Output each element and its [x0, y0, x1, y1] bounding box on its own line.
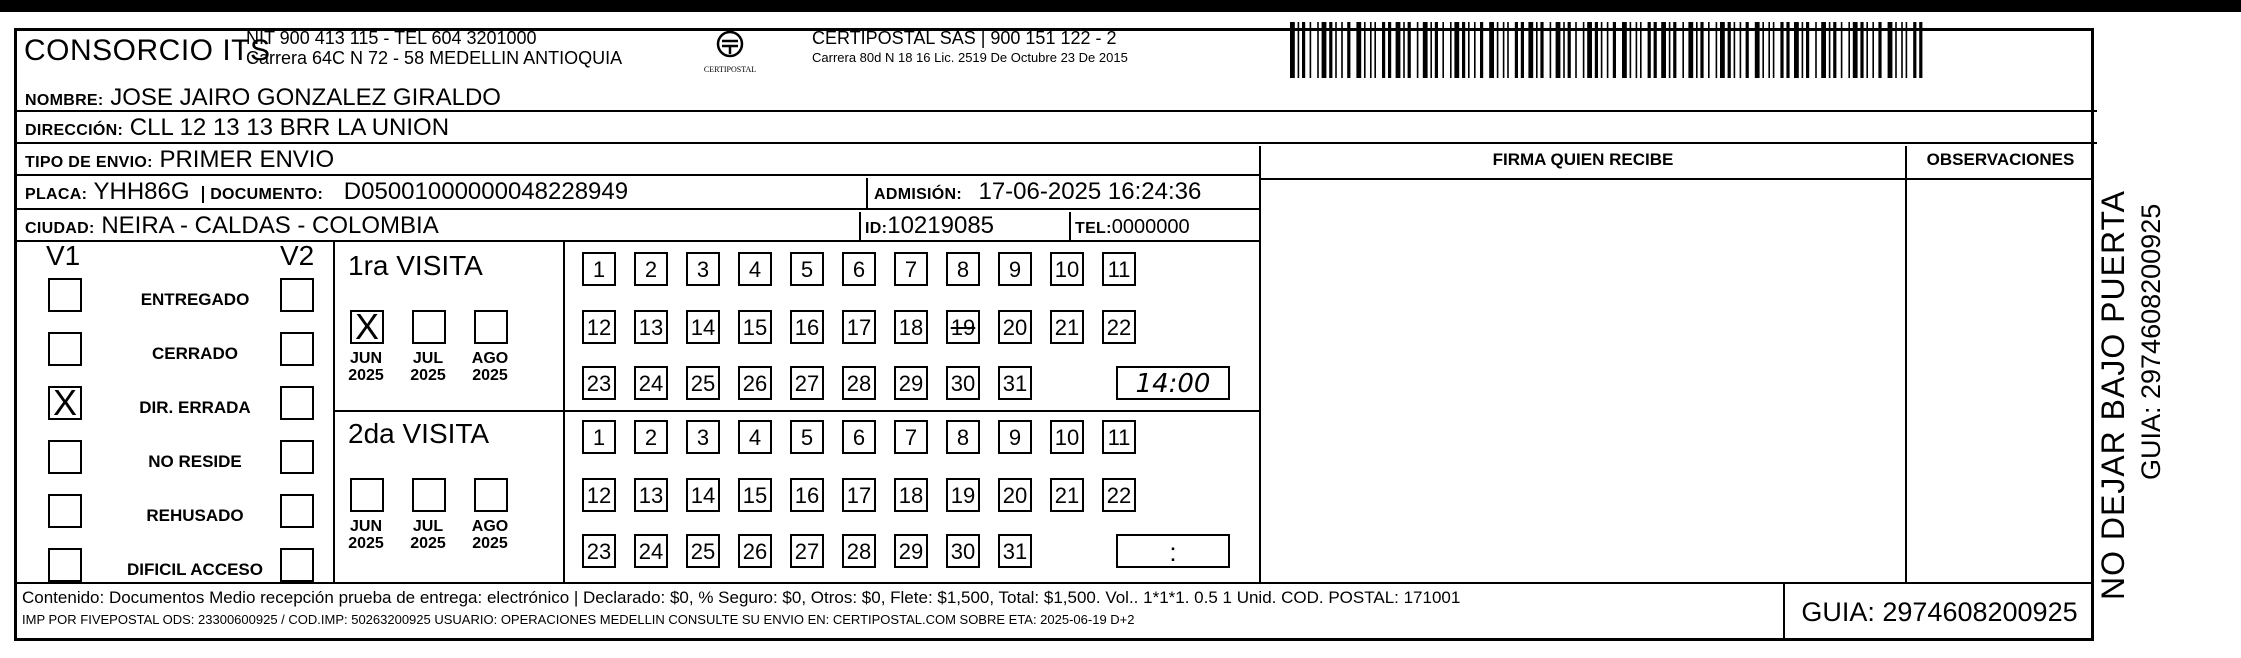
- name-row: [17, 84, 2097, 112]
- v1-checkbox[interactable]: [48, 548, 82, 582]
- day-box[interactable]: 12: [582, 310, 616, 344]
- day-box[interactable]: 12: [582, 478, 616, 512]
- month-name: AGO: [471, 518, 509, 535]
- status-label: DIR. ERRADA: [139, 398, 251, 417]
- day-box[interactable]: 30: [946, 534, 980, 568]
- day-box[interactable]: 14: [686, 478, 720, 512]
- day-box[interactable]: 16: [790, 310, 824, 344]
- v2-checkbox[interactable]: [280, 332, 314, 366]
- column-header-line: [1259, 178, 2094, 180]
- month-label: [462, 350, 518, 384]
- send-type: PRIMER ENVIO: [159, 146, 335, 173]
- day-box[interactable]: 25: [686, 366, 720, 400]
- month-checkbox[interactable]: [350, 306, 384, 347]
- day-box[interactable]: 4: [738, 420, 772, 454]
- day-box[interactable]: 10: [1050, 252, 1084, 286]
- month-year: 2025: [348, 535, 384, 552]
- day-box[interactable]: 2: [634, 420, 668, 454]
- carrier-line: CERTIPOSTAL SAS | 900 151 122 - 2: [812, 28, 1117, 48]
- id-label: ID:: [865, 220, 888, 237]
- day-box[interactable]: 21: [1050, 478, 1084, 512]
- day-box[interactable]: 23: [582, 366, 616, 400]
- visit-title: 2da VISITA: [348, 418, 490, 449]
- day-box[interactable]: 18: [894, 310, 928, 344]
- month-name: JUN: [349, 518, 382, 535]
- day-box[interactable]: 26: [738, 366, 772, 400]
- day-box[interactable]: 9: [998, 252, 1032, 286]
- day-box[interactable]: 23: [582, 534, 616, 568]
- v1-label: V1: [46, 240, 81, 271]
- day-box[interactable]: 24: [634, 366, 668, 400]
- month-name: AGO: [471, 350, 509, 367]
- day-box[interactable]: 3: [686, 420, 720, 454]
- status-label: DIFICIL ACCESO: [126, 560, 263, 579]
- day-box[interactable]: 20: [998, 310, 1032, 344]
- day-box[interactable]: 14: [686, 310, 720, 344]
- company-name: CONSORCIO ITS: [24, 34, 271, 67]
- month-year: 2025: [348, 367, 384, 384]
- document-value: D05001000000048228949: [343, 178, 629, 205]
- day-box[interactable]: 8: [946, 420, 980, 454]
- time-box[interactable]: :: [1116, 534, 1230, 568]
- day-box[interactable]: 17: [842, 478, 876, 512]
- month-label: [462, 518, 518, 552]
- side-warning: NO DEJAR BAJO PUERTA: [2095, 190, 2131, 600]
- address-line: Carrera 64C N 72 - 58 MEDELLIN ANTIOQUIA: [246, 48, 623, 68]
- day-box[interactable]: 8: [946, 252, 980, 286]
- day-box[interactable]: 1: [582, 420, 616, 454]
- id-cell: [859, 212, 1069, 242]
- day-box[interactable]: 11: [1102, 252, 1136, 286]
- month-name: JUL: [412, 518, 444, 535]
- v2-checkbox[interactable]: [280, 386, 314, 420]
- day-box[interactable]: 3: [686, 252, 720, 286]
- day-box[interactable]: 18: [894, 478, 928, 512]
- day-box[interactable]: 1: [582, 252, 616, 286]
- city-label: CIUDAD:: [25, 220, 95, 237]
- day-box[interactable]: 13: [634, 478, 668, 512]
- day-box[interactable]: 16: [790, 478, 824, 512]
- month-checkbox[interactable]: [412, 310, 446, 344]
- v2-label: V2: [280, 240, 315, 271]
- side-guia: GUIA: 2974608200925: [2136, 203, 2166, 480]
- month-year: 2025: [410, 367, 446, 384]
- day-box[interactable]: 6: [842, 420, 876, 454]
- admission-label: ADMISIÓN:: [874, 186, 963, 203]
- day-box[interactable]: 25: [686, 534, 720, 568]
- day-box[interactable]: 6: [842, 252, 876, 286]
- day-box[interactable]: 10: [1050, 420, 1084, 454]
- month-year: 2025: [472, 535, 508, 552]
- month-label: [338, 518, 394, 552]
- day-box[interactable]: 20: [998, 478, 1032, 512]
- address-row: [17, 114, 2097, 144]
- day-box[interactable]: 30: [946, 366, 980, 400]
- day-box[interactable]: 19: [946, 478, 980, 512]
- day-box[interactable]: 15: [738, 310, 772, 344]
- v1-checkbox[interactable]: [48, 440, 82, 474]
- day-box[interactable]: 7: [894, 252, 928, 286]
- day-box[interactable]: 17: [842, 310, 876, 344]
- recipient-name: JOSE JAIRO GONZALEZ GIRALDO: [110, 84, 501, 111]
- v1-checkbox[interactable]: [48, 494, 82, 528]
- day-box[interactable]: 28: [842, 366, 876, 400]
- top-border: [0, 0, 2241, 12]
- city-value: NEIRA - CALDAS - COLOMBIA: [101, 212, 439, 239]
- day-box[interactable]: 29: [894, 366, 928, 400]
- id-value: 10219085: [887, 212, 995, 239]
- column-divider: [1259, 146, 1261, 583]
- day-box[interactable]: 22: [1102, 310, 1136, 344]
- day-box[interactable]: 5: [790, 252, 824, 286]
- day-box[interactable]: 15: [738, 478, 772, 512]
- month-label: [400, 350, 456, 384]
- status-label: CERRADO: [152, 344, 238, 363]
- check-mark: X: [354, 306, 379, 347]
- day-box[interactable]: 9: [998, 420, 1032, 454]
- day-box[interactable]: 28: [842, 534, 876, 568]
- send-type-label: TIPO DE ENVIO:: [25, 154, 153, 171]
- month-checkbox[interactable]: [474, 478, 508, 512]
- check-mark: X: [52, 382, 77, 423]
- v2-checkbox[interactable]: [280, 494, 314, 528]
- tel-label: TEL:: [1075, 220, 1112, 237]
- day-box[interactable]: 11: [1102, 420, 1136, 454]
- visit-separator: [333, 410, 1261, 412]
- day-box[interactable]: 2: [634, 252, 668, 286]
- v1-checkbox[interactable]: [48, 382, 82, 423]
- v2-checkbox[interactable]: [280, 548, 314, 582]
- day-box[interactable]: 27: [790, 534, 824, 568]
- month-label: [338, 350, 394, 384]
- month-label: [400, 518, 456, 552]
- name-label: NOMBRE:: [25, 92, 104, 109]
- day-box[interactable]: 22: [1102, 478, 1136, 512]
- day-box[interactable]: 19: [946, 310, 980, 344]
- status-label: NO RESIDE: [148, 452, 242, 471]
- status-label: REHUSADO: [146, 506, 244, 525]
- v1-checkbox[interactable]: [48, 278, 82, 312]
- observations-header: OBSERVACIONES: [1926, 150, 2075, 169]
- plate-value: YHH86G: [93, 178, 190, 205]
- time-box[interactable]: 14:00: [1116, 366, 1230, 400]
- nit-line: NIT 900 413 115 - TEL 604 3201000: [246, 28, 537, 48]
- day-box[interactable]: 27: [790, 366, 824, 400]
- column-divider: [1905, 146, 1907, 583]
- status-label: ENTREGADO: [140, 290, 250, 309]
- tel-cell: [1069, 212, 1261, 242]
- day-box[interactable]: 26: [738, 534, 772, 568]
- send-type-row: [17, 146, 1261, 176]
- plate-label: PLACA:: [25, 186, 88, 203]
- signature-header: FIRMA QUIEN RECIBE: [1492, 150, 1674, 169]
- day-box[interactable]: 13: [634, 310, 668, 344]
- month-year: 2025: [410, 535, 446, 552]
- status-divider: [333, 242, 335, 583]
- logo-text: CERTIPOSTAL: [703, 65, 757, 74]
- month-checkbox[interactable]: [474, 310, 508, 344]
- admission-cell: [866, 178, 1261, 210]
- month-checkbox[interactable]: [350, 478, 384, 512]
- v1-checkbox[interactable]: [48, 332, 82, 366]
- document-label: DOCUMENTO:: [202, 186, 323, 203]
- day-box[interactable]: 29: [894, 534, 928, 568]
- guia-number: GUIA: 2974608200925: [1783, 583, 2094, 641]
- day-box[interactable]: 31: [998, 366, 1032, 400]
- visit-title: 1ra VISITA: [348, 250, 483, 281]
- footer-imp: IMP POR FIVEPOSTAL ODS: 23300600925 / COD.IMP: 50263200925 USUARIO: OPERACIONES MEDELLIN CONSULTE SU ENVIO EN: CERTIPOSTAL.COM SOBRE ETA: 2025-06-19 D+2: [22, 612, 1135, 627]
- v2-checkbox[interactable]: [280, 440, 314, 474]
- recipient-address: CLL 12 13 13 BRR LA UNION: [129, 114, 450, 141]
- carrier-address: Carrera 80d N 18 16 Lic. 2519 De Octubre 23 De 2015: [812, 50, 1128, 65]
- day-box[interactable]: 21: [1050, 310, 1084, 344]
- address-label: DIRECCIÓN:: [25, 122, 124, 139]
- tel-value: 0000000: [1111, 216, 1190, 238]
- admission-value: 17-06-2025 16:24:36: [978, 178, 1202, 205]
- month-name: JUN: [349, 350, 382, 367]
- visit-divider: [563, 242, 565, 583]
- day-box[interactable]: 7: [894, 420, 928, 454]
- footer-content: Contenido: Documentos Medio recepción prueba de entrega: electrónico | Declarado: $0, % Seguro: $0, Otros: $0, Flete: $1,500, Total: $1,500. Vol.. 1*1*1. 0.5 1 Unid. COD. POSTAL: 171001: [22, 588, 1461, 607]
- v2-checkbox[interactable]: [280, 278, 314, 312]
- month-year: 2025: [472, 367, 508, 384]
- day-box[interactable]: 5: [790, 420, 824, 454]
- day-box[interactable]: 24: [634, 534, 668, 568]
- day-box[interactable]: 4: [738, 252, 772, 286]
- month-checkbox[interactable]: [412, 478, 446, 512]
- month-name: JUL: [412, 350, 444, 367]
- day-box[interactable]: 31: [998, 534, 1032, 568]
